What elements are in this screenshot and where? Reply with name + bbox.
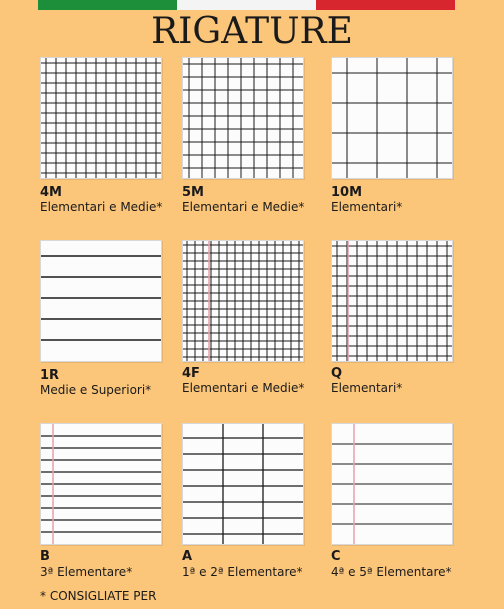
- sample-b: [40, 423, 162, 545]
- ruling-code: 10M: [331, 185, 363, 200]
- flag-white-band: [177, 0, 316, 10]
- ruling-desc: Elementari e Medie*: [40, 200, 163, 214]
- ruling-desc: Elementari*: [331, 381, 403, 395]
- ruling-code: 5M: [182, 185, 204, 200]
- sample-c: [331, 423, 453, 545]
- ruling-code: Q: [331, 366, 343, 381]
- ruling-desc: 1ª e 2ª Elementare*: [182, 565, 303, 579]
- ruling-code: A: [182, 549, 193, 564]
- ruling-desc: Elementari e Medie*: [182, 200, 305, 214]
- ruling-code: 4F: [182, 366, 200, 381]
- ruling-desc: Medie e Superiori*: [40, 383, 152, 397]
- sample-q: [331, 240, 453, 362]
- ruling-code: 1R: [40, 368, 60, 383]
- sample-4m: [40, 57, 162, 179]
- ruling-desc: Elementari*: [331, 200, 403, 214]
- footer-note: * CONSIGLIATE PER: [40, 589, 157, 603]
- sample-4f: [182, 240, 304, 362]
- page-title: RIGATURE: [151, 11, 353, 52]
- ruling-code: C: [331, 549, 341, 564]
- sample-5m: [182, 57, 304, 179]
- ruling-desc: 3ª Elementare*: [40, 565, 133, 579]
- ruling-code: 4M: [40, 185, 62, 200]
- sample-10m: [331, 57, 453, 179]
- sample-a: [182, 423, 304, 545]
- ruling-desc: Elementari e Medie*: [182, 381, 305, 395]
- flag-red-band: [316, 0, 455, 10]
- flag-stripe: [38, 0, 455, 10]
- flag-green-band: [38, 0, 177, 10]
- ruling-desc: 4ª e 5ª Elementare*: [331, 565, 452, 579]
- sample-1r: [40, 240, 162, 362]
- ruling-code: B: [40, 549, 50, 564]
